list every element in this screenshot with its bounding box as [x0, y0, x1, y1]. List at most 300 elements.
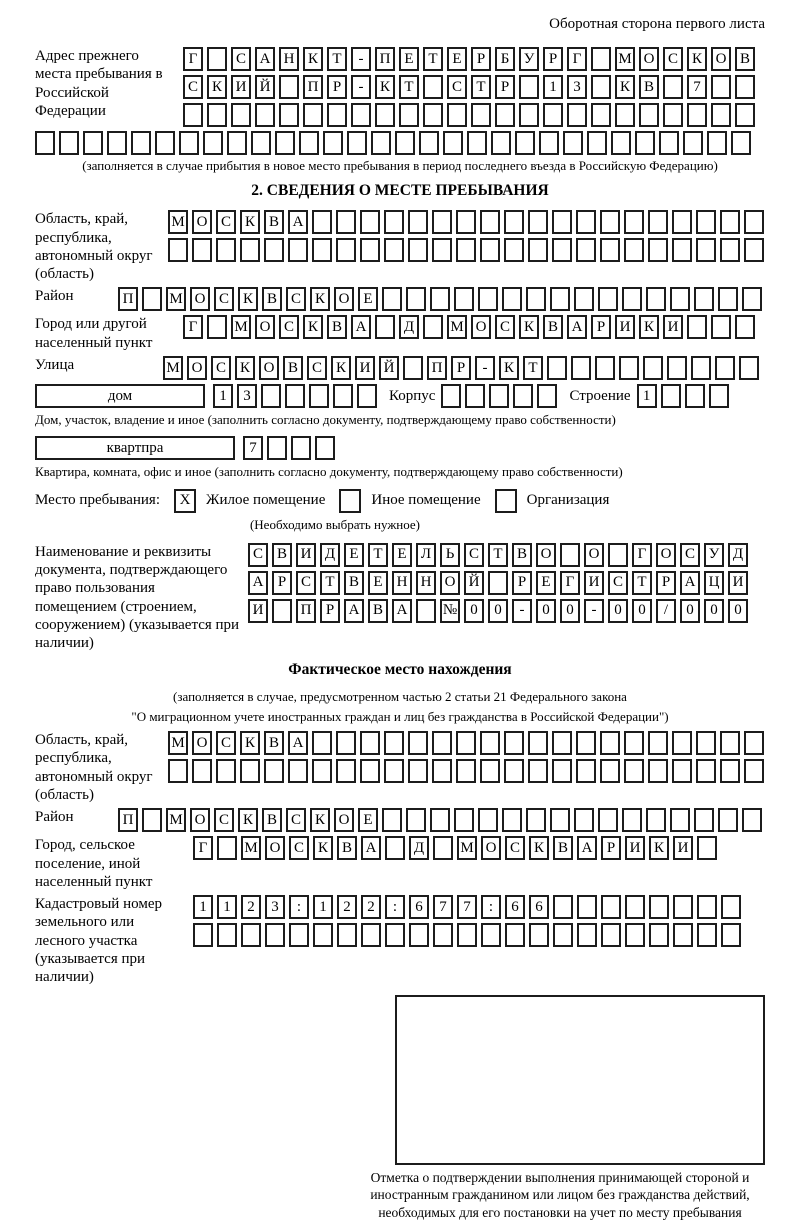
char-cell[interactable]: В [337, 836, 357, 860]
char-cell[interactable]: К [310, 808, 330, 832]
char-cell[interactable] [327, 103, 347, 127]
char-cell[interactable]: 1 [313, 895, 333, 919]
char-cell[interactable]: Р [512, 571, 532, 595]
char-cell[interactable]: 2 [241, 895, 261, 919]
char-cell[interactable] [351, 103, 371, 127]
char-cell[interactable] [574, 287, 594, 311]
char-cell[interactable]: А [577, 836, 597, 860]
char-cell[interactable]: М [615, 47, 635, 71]
char-cell[interactable] [667, 356, 687, 380]
char-cell[interactable]: М [166, 287, 186, 311]
char-cell[interactable] [489, 384, 509, 408]
char-cell[interactable] [480, 731, 500, 755]
char-cell[interactable] [312, 731, 332, 755]
char-cell[interactable]: 0 [560, 599, 580, 623]
char-cell[interactable]: К [331, 356, 351, 380]
char-cell[interactable]: Л [416, 543, 436, 567]
char-cell[interactable] [504, 731, 524, 755]
char-cell[interactable] [465, 384, 485, 408]
char-cell[interactable] [406, 808, 426, 832]
char-cell[interactable] [639, 103, 659, 127]
char-cell[interactable] [357, 384, 377, 408]
char-cell[interactable] [720, 238, 740, 262]
char-cell[interactable]: К [240, 210, 260, 234]
char-cell[interactable] [624, 210, 644, 234]
char-cell[interactable] [600, 238, 620, 262]
char-cell[interactable]: 6 [505, 895, 525, 919]
char-cell[interactable] [663, 103, 683, 127]
char-cell[interactable]: 0 [704, 599, 724, 623]
char-cell[interactable] [216, 238, 236, 262]
char-cell[interactable]: К [639, 315, 659, 339]
char-cell[interactable] [491, 131, 511, 155]
char-cell[interactable] [433, 836, 453, 860]
char-cell[interactable] [718, 808, 738, 832]
char-cell[interactable]: 3 [567, 75, 587, 99]
char-cell[interactable] [333, 384, 353, 408]
char-cell[interactable]: П [375, 47, 395, 71]
char-cell[interactable]: 2 [361, 895, 381, 919]
char-cell[interactable]: К [529, 836, 549, 860]
char-cell[interactable]: И [296, 543, 316, 567]
char-cell[interactable] [336, 759, 356, 783]
char-cell[interactable] [553, 895, 573, 919]
char-cell[interactable] [552, 238, 572, 262]
char-cell[interactable]: А [288, 210, 308, 234]
char-cell[interactable] [735, 75, 755, 99]
char-cell[interactable] [409, 923, 429, 947]
char-cell[interactable] [240, 238, 260, 262]
char-cell[interactable] [59, 131, 79, 155]
char-cell[interactable]: С [307, 356, 327, 380]
char-cell[interactable] [691, 356, 711, 380]
char-cell[interactable] [744, 210, 764, 234]
char-cell[interactable]: К [235, 356, 255, 380]
char-cell[interactable] [423, 315, 443, 339]
char-cell[interactable]: : [481, 895, 501, 919]
char-cell[interactable]: Ь [440, 543, 460, 567]
char-cell[interactable]: С [216, 731, 236, 755]
char-cell[interactable] [600, 210, 620, 234]
char-cell[interactable] [168, 759, 188, 783]
char-cell[interactable] [312, 759, 332, 783]
char-cell[interactable]: С [286, 287, 306, 311]
char-cell[interactable]: А [567, 315, 587, 339]
char-cell[interactable] [288, 238, 308, 262]
char-cell[interactable]: Г [567, 47, 587, 71]
char-cell[interactable] [591, 47, 611, 71]
char-cell[interactable] [478, 287, 498, 311]
char-cell[interactable]: В [512, 543, 532, 567]
char-cell[interactable]: В [543, 315, 563, 339]
char-cell[interactable] [720, 731, 740, 755]
checkbox-zhiloe-pomeshchenie[interactable]: X [174, 489, 196, 513]
char-cell[interactable] [685, 384, 705, 408]
char-cell[interactable] [600, 731, 620, 755]
char-cell[interactable] [312, 238, 332, 262]
char-cell[interactable] [313, 923, 333, 947]
char-cell[interactable] [347, 131, 367, 155]
char-cell[interactable] [241, 923, 261, 947]
char-cell[interactable]: Й [379, 356, 399, 380]
char-cell[interactable] [744, 759, 764, 783]
char-cell[interactable] [504, 210, 524, 234]
char-cell[interactable] [598, 287, 618, 311]
char-cell[interactable]: Т [320, 571, 340, 595]
char-cell[interactable]: О [711, 47, 731, 71]
char-cell[interactable] [672, 210, 692, 234]
char-cell[interactable] [574, 808, 594, 832]
char-cell[interactable] [432, 759, 452, 783]
char-cell[interactable] [709, 384, 729, 408]
char-cell[interactable] [707, 131, 727, 155]
char-cell[interactable]: И [615, 315, 635, 339]
char-cell[interactable]: 7 [243, 436, 263, 460]
char-cell[interactable] [696, 759, 716, 783]
char-cell[interactable]: К [240, 731, 260, 755]
apartment-box[interactable]: квартпра [35, 436, 235, 460]
checkbox-inoe-pomeshchenie[interactable] [339, 489, 361, 513]
char-cell[interactable] [35, 131, 55, 155]
char-cell[interactable]: Н [416, 571, 436, 595]
char-cell[interactable]: В [264, 731, 284, 755]
char-cell[interactable]: М [447, 315, 467, 339]
char-cell[interactable] [375, 103, 395, 127]
char-cell[interactable]: И [355, 356, 375, 380]
char-cell[interactable]: А [680, 571, 700, 595]
char-cell[interactable]: И [248, 599, 268, 623]
char-cell[interactable]: О [192, 210, 212, 234]
char-cell[interactable] [635, 131, 655, 155]
char-cell[interactable]: О [192, 731, 212, 755]
char-cell[interactable] [624, 759, 644, 783]
char-cell[interactable] [648, 238, 668, 262]
char-cell[interactable]: К [238, 287, 258, 311]
char-cell[interactable] [576, 210, 596, 234]
char-cell[interactable] [552, 759, 572, 783]
char-cell[interactable]: С [231, 47, 251, 71]
char-cell[interactable] [255, 103, 275, 127]
char-cell[interactable]: И [728, 571, 748, 595]
char-cell[interactable]: Й [464, 571, 484, 595]
char-cell[interactable] [697, 895, 717, 919]
char-cell[interactable] [382, 808, 402, 832]
char-cell[interactable] [577, 923, 597, 947]
char-cell[interactable]: К [207, 75, 227, 99]
char-cell[interactable] [608, 543, 628, 567]
char-cell[interactable] [478, 808, 498, 832]
char-cell[interactable] [399, 103, 419, 127]
char-cell[interactable]: 1 [637, 384, 657, 408]
char-cell[interactable] [696, 731, 716, 755]
char-cell[interactable] [441, 384, 461, 408]
char-cell[interactable]: В [283, 356, 303, 380]
char-cell[interactable] [529, 923, 549, 947]
char-cell[interactable] [312, 210, 332, 234]
char-cell[interactable] [432, 731, 452, 755]
char-cell[interactable]: - [351, 47, 371, 71]
char-cell[interactable]: 0 [488, 599, 508, 623]
char-cell[interactable] [670, 287, 690, 311]
char-cell[interactable] [279, 103, 299, 127]
char-cell[interactable] [303, 103, 323, 127]
char-cell[interactable] [742, 287, 762, 311]
char-cell[interactable]: - [351, 75, 371, 99]
char-cell[interactable] [648, 210, 668, 234]
char-cell[interactable]: Й [255, 75, 275, 99]
char-cell[interactable] [615, 103, 635, 127]
char-cell[interactable]: А [351, 315, 371, 339]
char-cell[interactable]: Д [399, 315, 419, 339]
char-cell[interactable]: О [584, 543, 604, 567]
char-cell[interactable] [711, 315, 731, 339]
char-cell[interactable] [553, 923, 573, 947]
char-cell[interactable] [480, 759, 500, 783]
char-cell[interactable]: 0 [608, 599, 628, 623]
char-cell[interactable] [731, 131, 751, 155]
char-cell[interactable] [299, 131, 319, 155]
house-box[interactable]: дом [35, 384, 205, 408]
char-cell[interactable] [432, 210, 452, 234]
char-cell[interactable]: С [680, 543, 700, 567]
char-cell[interactable]: Е [368, 571, 388, 595]
char-cell[interactable] [528, 731, 548, 755]
char-cell[interactable] [336, 210, 356, 234]
char-cell[interactable] [408, 210, 428, 234]
char-cell[interactable]: А [248, 571, 268, 595]
char-cell[interactable]: М [168, 210, 188, 234]
char-cell[interactable] [672, 759, 692, 783]
char-cell[interactable]: У [704, 543, 724, 567]
char-cell[interactable] [264, 238, 284, 262]
char-cell[interactable]: С [211, 356, 231, 380]
char-cell[interactable]: А [392, 599, 412, 623]
char-cell[interactable] [571, 356, 591, 380]
char-cell[interactable]: С [289, 836, 309, 860]
char-cell[interactable]: П [296, 599, 316, 623]
char-cell[interactable] [288, 759, 308, 783]
char-cell[interactable] [539, 131, 559, 155]
char-cell[interactable] [560, 543, 580, 567]
char-cell[interactable]: Е [358, 808, 378, 832]
char-cell[interactable] [142, 287, 162, 311]
char-cell[interactable] [179, 131, 199, 155]
char-cell[interactable]: Ц [704, 571, 724, 595]
char-cell[interactable] [663, 75, 683, 99]
char-cell[interactable] [601, 895, 621, 919]
char-cell[interactable]: В [553, 836, 573, 860]
char-cell[interactable]: В [262, 808, 282, 832]
char-cell[interactable] [83, 131, 103, 155]
char-cell[interactable] [447, 103, 467, 127]
char-cell[interactable]: Р [591, 315, 611, 339]
char-cell[interactable] [285, 384, 305, 408]
char-cell[interactable]: 1 [193, 895, 213, 919]
char-cell[interactable]: С [447, 75, 467, 99]
char-cell[interactable] [672, 731, 692, 755]
char-cell[interactable] [360, 238, 380, 262]
char-cell[interactable] [430, 808, 450, 832]
char-cell[interactable]: Д [320, 543, 340, 567]
char-cell[interactable]: П [303, 75, 323, 99]
char-cell[interactable]: Т [523, 356, 543, 380]
char-cell[interactable] [735, 103, 755, 127]
char-cell[interactable] [598, 808, 618, 832]
char-cell[interactable] [563, 131, 583, 155]
char-cell[interactable]: В [272, 543, 292, 567]
char-cell[interactable]: О [481, 836, 501, 860]
char-cell[interactable] [495, 103, 515, 127]
char-cell[interactable]: К [313, 836, 333, 860]
char-cell[interactable] [131, 131, 151, 155]
char-cell[interactable] [203, 131, 223, 155]
char-cell[interactable]: Т [471, 75, 491, 99]
char-cell[interactable]: 3 [265, 895, 285, 919]
char-cell[interactable]: И [663, 315, 683, 339]
char-cell[interactable]: 7 [433, 895, 453, 919]
char-cell[interactable] [683, 131, 703, 155]
char-cell[interactable]: 0 [680, 599, 700, 623]
char-cell[interactable]: Г [193, 836, 213, 860]
char-cell[interactable]: Д [728, 543, 748, 567]
char-cell[interactable]: О [259, 356, 279, 380]
char-cell[interactable]: Г [560, 571, 580, 595]
char-cell[interactable] [697, 923, 717, 947]
char-cell[interactable] [275, 131, 295, 155]
char-cell[interactable]: Р [656, 571, 676, 595]
char-cell[interactable] [646, 808, 666, 832]
char-cell[interactable] [673, 923, 693, 947]
char-cell[interactable] [323, 131, 343, 155]
char-cell[interactable] [231, 103, 251, 127]
char-cell[interactable]: Р [495, 75, 515, 99]
char-cell[interactable]: М [166, 808, 186, 832]
char-cell[interactable] [670, 808, 690, 832]
char-cell[interactable] [711, 75, 731, 99]
char-cell[interactable]: 2 [337, 895, 357, 919]
char-cell[interactable]: Н [392, 571, 412, 595]
char-cell[interactable]: О [334, 287, 354, 311]
char-cell[interactable]: Р [327, 75, 347, 99]
char-cell[interactable] [505, 923, 525, 947]
char-cell[interactable]: М [241, 836, 261, 860]
char-cell[interactable]: С [183, 75, 203, 99]
char-cell[interactable] [595, 356, 615, 380]
char-cell[interactable]: Б [495, 47, 515, 71]
char-cell[interactable]: С [495, 315, 515, 339]
char-cell[interactable]: Т [632, 571, 652, 595]
checkbox-organizatsiya[interactable] [495, 489, 517, 513]
char-cell[interactable]: К [238, 808, 258, 832]
char-cell[interactable] [384, 238, 404, 262]
char-cell[interactable] [519, 103, 539, 127]
char-cell[interactable] [456, 238, 476, 262]
char-cell[interactable] [430, 287, 450, 311]
char-cell[interactable] [265, 923, 285, 947]
char-cell[interactable]: Т [399, 75, 419, 99]
char-cell[interactable]: К [303, 47, 323, 71]
char-cell[interactable] [217, 923, 237, 947]
char-cell[interactable] [649, 895, 669, 919]
char-cell[interactable]: Т [327, 47, 347, 71]
char-cell[interactable]: С [216, 210, 236, 234]
char-cell[interactable]: Г [183, 315, 203, 339]
char-cell[interactable]: К [615, 75, 635, 99]
char-cell[interactable]: О [536, 543, 556, 567]
char-cell[interactable] [502, 287, 522, 311]
char-cell[interactable] [742, 808, 762, 832]
char-cell[interactable] [687, 315, 707, 339]
char-cell[interactable] [272, 599, 292, 623]
char-cell[interactable] [384, 759, 404, 783]
char-cell[interactable]: У [519, 47, 539, 71]
char-cell[interactable] [408, 238, 428, 262]
char-cell[interactable]: Р [320, 599, 340, 623]
char-cell[interactable] [513, 384, 533, 408]
char-cell[interactable]: 6 [529, 895, 549, 919]
char-cell[interactable] [403, 356, 423, 380]
char-cell[interactable] [502, 808, 522, 832]
char-cell[interactable] [550, 287, 570, 311]
char-cell[interactable] [375, 315, 395, 339]
char-cell[interactable] [528, 238, 548, 262]
char-cell[interactable] [264, 759, 284, 783]
char-cell[interactable] [646, 287, 666, 311]
char-cell[interactable] [648, 731, 668, 755]
char-cell[interactable] [673, 895, 693, 919]
char-cell[interactable] [432, 238, 452, 262]
char-cell[interactable] [183, 103, 203, 127]
char-cell[interactable]: С [279, 315, 299, 339]
char-cell[interactable]: М [457, 836, 477, 860]
char-cell[interactable]: / [656, 599, 676, 623]
char-cell[interactable]: 1 [213, 384, 233, 408]
char-cell[interactable]: : [385, 895, 405, 919]
char-cell[interactable] [360, 759, 380, 783]
char-cell[interactable]: С [608, 571, 628, 595]
char-cell[interactable] [315, 436, 335, 460]
char-cell[interactable] [696, 210, 716, 234]
char-cell[interactable] [384, 210, 404, 234]
char-cell[interactable] [207, 315, 227, 339]
char-cell[interactable] [622, 287, 642, 311]
char-cell[interactable] [423, 103, 443, 127]
char-cell[interactable] [600, 759, 620, 783]
char-cell[interactable]: Р [543, 47, 563, 71]
char-cell[interactable] [528, 210, 548, 234]
char-cell[interactable] [251, 131, 271, 155]
char-cell[interactable]: Г [632, 543, 652, 567]
char-cell[interactable] [526, 287, 546, 311]
char-cell[interactable] [694, 808, 714, 832]
char-cell[interactable] [480, 238, 500, 262]
char-cell[interactable]: О [187, 356, 207, 380]
char-cell[interactable] [619, 356, 639, 380]
char-cell[interactable]: П [118, 808, 138, 832]
char-cell[interactable] [672, 238, 692, 262]
char-cell[interactable] [552, 731, 572, 755]
char-cell[interactable]: С [286, 808, 306, 832]
char-cell[interactable] [504, 759, 524, 783]
char-cell[interactable]: А [255, 47, 275, 71]
char-cell[interactable]: 0 [632, 599, 652, 623]
char-cell[interactable] [216, 759, 236, 783]
char-cell[interactable] [456, 759, 476, 783]
char-cell[interactable] [456, 210, 476, 234]
char-cell[interactable]: Н [279, 47, 299, 71]
char-cell[interactable] [192, 238, 212, 262]
char-cell[interactable] [471, 103, 491, 127]
